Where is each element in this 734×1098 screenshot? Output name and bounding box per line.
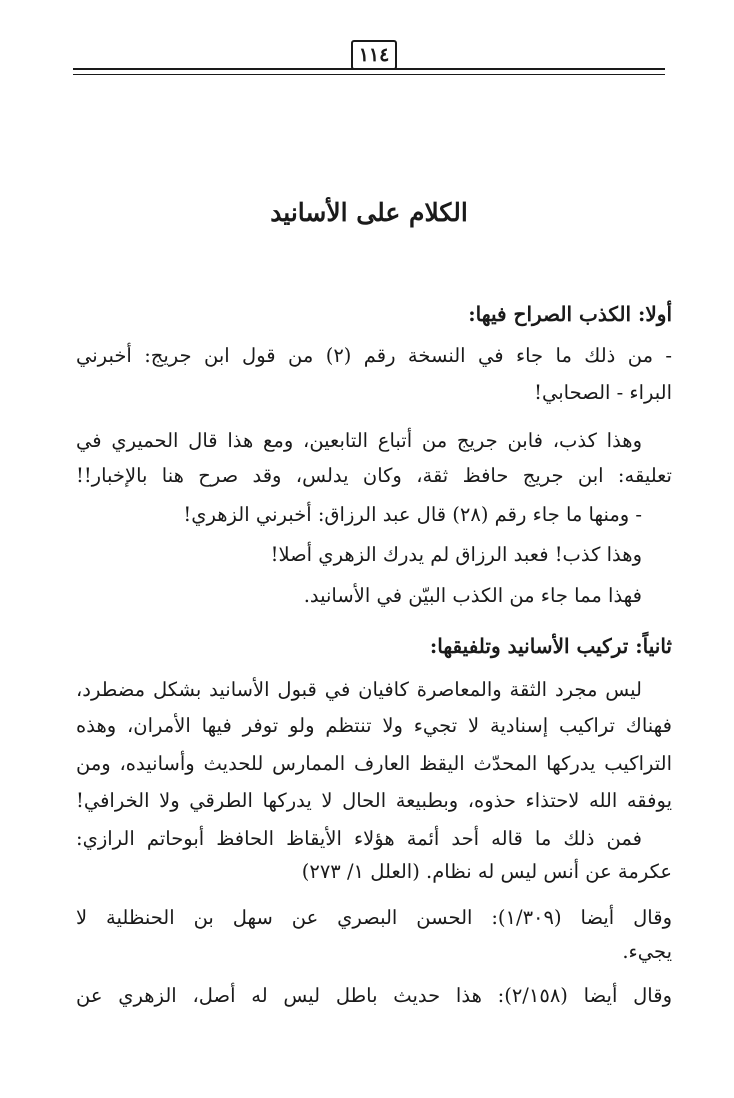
- text-line: - من ذلك ما جاء في النسخة رقم (٢) من قول ابن جريج: أخبرني: [76, 344, 673, 367]
- page-number: ١١٤: [351, 40, 397, 70]
- text-line: فهذا مما جاء من الكذب البيّن في الأسانيد.: [303, 584, 642, 607]
- text-line: وقال أيضا (٢/١٥٨): هذا حديث باطل ليس له أصل، الزهري عن: [76, 984, 672, 1007]
- text-line: - ومنها ما جاء رقم (٢٨) قال عبد الرزاق: أخبرني الزهري!: [183, 503, 642, 526]
- text-line: وهذا كذب، فابن جريج من أتباع التابعين، ومع هذا قال الحميري في: [76, 429, 642, 452]
- text-line: يوفقه الله لاحتذاء حذوه، وبطبيعة الحال لا يدركها الطرقي ولا الخرافي!: [76, 789, 672, 812]
- text-line: فهناك تراكيب إسنادية لا تجيء ولا تنتظم ولو توفر فيها الأمران، وهذه: [76, 714, 672, 737]
- text-line: التراكيب يدركها المحدّث اليقظ العارف الممارس للحديث وأسانيده، ومن: [76, 752, 672, 775]
- text-line: وقال أيضا (١/٣٠٩): الحسن البصري عن سهل بن الحنظلية لا: [76, 906, 672, 929]
- subheading-first: أولا: الكذب الصراح فيها:: [468, 302, 672, 326]
- header-rule-bottom: [73, 74, 665, 75]
- text-line: وهذا كذب! فعبد الرزاق لم يدرك الزهري أصلا!: [270, 543, 642, 566]
- text-line: ليس مجرد الثقة والمعاصرة كافيان في قبول الأسانيد بشكل مضطرد،: [76, 678, 642, 701]
- text-line: فمن ذلك ما قاله أحد أئمة هؤلاء الأيقاظ الحافظ أبوحاتم الرازي:: [76, 827, 642, 850]
- subheading-second: ثانياً: تركيب الأسانيد وتلفيقها:: [429, 634, 672, 658]
- text-line: يجيء.: [622, 940, 672, 963]
- text-line: عكرمة عن أنس ليس له نظام. (العلل ١/ ٢٧٣): [301, 860, 672, 883]
- section-title: الكلام على الأسانيد: [270, 198, 468, 227]
- text-line: تعليقه: ابن جريج حافظ ثقة، وكان يدلس، وقد صرح هنا بالإخبار!!: [76, 464, 672, 487]
- text-line: البراء - الصحابي!: [534, 381, 672, 404]
